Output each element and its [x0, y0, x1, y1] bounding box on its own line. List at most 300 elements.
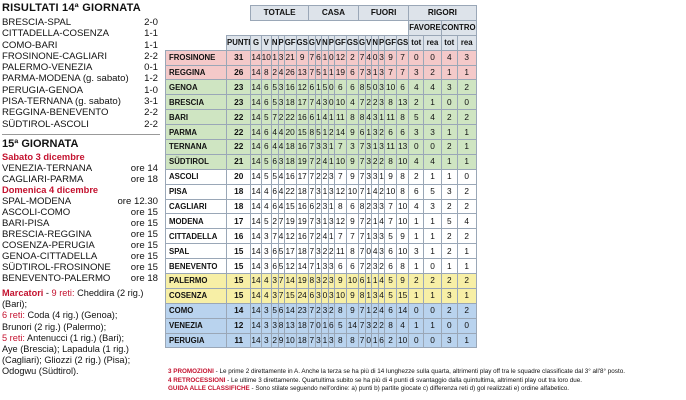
result-score: 1-2 — [144, 73, 158, 85]
stat-cell: 5 — [271, 95, 278, 110]
stat-cell: 1 — [328, 229, 334, 244]
team-name: TERNANA — [166, 140, 227, 155]
stat-cell: 9 — [396, 229, 408, 244]
stat-cell: 1 — [328, 65, 334, 80]
stat-cell: 3 — [378, 50, 384, 65]
stat-cell: 3 — [378, 65, 384, 80]
stat-cell: 3 — [424, 125, 441, 140]
stat-cell: 1 — [424, 169, 441, 184]
stat-cell: 10 — [334, 288, 346, 303]
stat-cell: 7 — [359, 140, 366, 155]
column-header: rea — [424, 35, 441, 50]
stat-cell: 0 — [424, 259, 441, 274]
stat-cell: 1 — [322, 333, 329, 348]
result-teams: REGGINA-BENEVENTO — [2, 107, 109, 119]
stat-cell: 0 — [409, 333, 424, 348]
column-header: tot — [441, 35, 457, 50]
column-header: V — [261, 35, 271, 50]
stat-cell: 4 — [457, 214, 476, 229]
stat-cell: 3 — [366, 154, 372, 169]
stat-cell: 4 — [322, 154, 329, 169]
stat-cell: 18 — [296, 318, 308, 333]
scorers-line: Brunori (2 rig.) (Palermo); — [2, 321, 107, 332]
stat-cell: 7 — [308, 303, 315, 318]
fixture-row — [2, 163, 160, 174]
stat-cell: 3 — [261, 333, 271, 348]
stat-cell: 8 — [334, 199, 346, 214]
stat-cell: 4 — [261, 274, 271, 289]
stat-cell: 7 — [359, 318, 366, 333]
stat-cell: 14 — [251, 140, 261, 155]
stat-cell: 4 — [278, 199, 284, 214]
stat-cell: 14 — [251, 50, 261, 65]
stat-cell: 7 — [359, 259, 366, 274]
stat-cell: 5 — [315, 65, 321, 80]
stat-cell: 2 — [409, 274, 424, 289]
stat-cell: 16 — [284, 169, 296, 184]
stat-cell: 10 — [396, 333, 408, 348]
stat-cell: 3 — [372, 199, 379, 214]
stat-cell: 4 — [378, 274, 384, 289]
fixture-time: ore 15 — [130, 228, 158, 240]
stat-cell: 0 — [424, 50, 441, 65]
results-list — [2, 17, 160, 130]
fixtures-day1 — [2, 163, 160, 185]
column-header: GS — [296, 35, 308, 50]
stat-cell: 14 — [251, 125, 261, 140]
stat-cell: 3 — [315, 214, 321, 229]
column-header: N — [271, 35, 278, 50]
stat-cell: 2 — [424, 65, 441, 80]
table-row — [166, 318, 477, 333]
result-score: 2-2 — [144, 107, 158, 119]
stat-cell: 5 — [271, 303, 278, 318]
stat-cell: 2 — [385, 333, 397, 348]
column-header: P — [278, 35, 284, 50]
stat-cell: 3 — [372, 259, 379, 274]
result-score: 2-2 — [144, 50, 158, 62]
stat-cell: 8 — [278, 318, 284, 333]
stat-cell: 7 — [359, 154, 366, 169]
stat-cell: 3 — [378, 229, 384, 244]
fixture-teams: SÜDTIROL-FROSINONE — [2, 261, 111, 273]
stat-cell: 7 — [359, 303, 366, 318]
stat-cell: 2 — [271, 65, 278, 80]
stat-cell: 1 — [322, 184, 329, 199]
stat-cell: 2 — [278, 110, 284, 125]
stat-cell: 12 — [334, 184, 346, 199]
stat-cell: 6 — [308, 199, 315, 214]
stat-cell: 7 — [334, 229, 346, 244]
stat-cell: 2 — [322, 244, 329, 259]
stat-cell: 1 — [457, 65, 476, 80]
stat-cell: 1 — [424, 244, 441, 259]
stat-cell: 19 — [296, 274, 308, 289]
stat-cell: 6 — [261, 140, 271, 155]
stat-cell: 10 — [396, 244, 408, 259]
stat-cell: 6 — [271, 184, 278, 199]
scorers-line: Aye (Brescia); Lapadula (1 rig.) — [2, 343, 129, 354]
stat-cell: 2 — [378, 318, 384, 333]
stat-cell: 8 — [334, 333, 346, 348]
table-header-row — [166, 20, 477, 35]
stat-cell: 1 — [372, 214, 379, 229]
stat-cell: 4 — [271, 125, 278, 140]
stat-cell: 6 — [261, 95, 271, 110]
stat-cell: 8 — [396, 259, 408, 274]
stat-cell: 14 — [334, 125, 346, 140]
result-row — [2, 40, 160, 51]
result-row — [2, 85, 160, 96]
column-header: N — [322, 35, 329, 50]
stat-cell: 6 — [261, 125, 271, 140]
stat-cell: 2 — [366, 214, 372, 229]
stat-cell: 2 — [378, 125, 384, 140]
header-totale: TOTALE — [251, 6, 308, 21]
table-row — [166, 65, 477, 80]
stat-cell: 1 — [378, 169, 384, 184]
result-row — [2, 17, 160, 28]
stat-cell: 1 — [366, 229, 372, 244]
stat-cell: 3 — [378, 80, 384, 95]
stat-cell: 17 — [296, 169, 308, 184]
result-teams: BRESCIA-SPAL — [2, 17, 72, 28]
stat-cell: 7 — [346, 229, 358, 244]
team-name: BENEVENTO — [166, 259, 227, 274]
stat-cell: 8 — [359, 288, 366, 303]
stat-cell: 4 — [372, 184, 379, 199]
stat-cell: 7 — [308, 95, 315, 110]
stat-cell: 14 — [251, 274, 261, 289]
stat-cell: 10 — [396, 214, 408, 229]
team-points: 15 — [227, 244, 251, 259]
stat-cell: 1 — [424, 95, 441, 110]
stat-cell: 1 — [366, 125, 372, 140]
stat-cell: 14 — [251, 199, 261, 214]
stat-cell: 4 — [424, 80, 441, 95]
scorers-line: Odogwu (Südtirol). — [2, 366, 79, 377]
result-teams: COMO-BARI — [2, 39, 58, 51]
stat-cell: 18 — [284, 154, 296, 169]
stat-cell: 4 — [409, 154, 424, 169]
fixture-time: ore 15 — [130, 217, 158, 229]
stat-cell: 2 — [441, 110, 457, 125]
stat-cell: 14 — [251, 169, 261, 184]
stat-cell: 1 — [441, 259, 457, 274]
stat-cell: 16 — [296, 110, 308, 125]
stat-cell: 0 — [457, 95, 476, 110]
stat-cell: 5 — [271, 169, 278, 184]
stat-cell: 3 — [261, 229, 271, 244]
result-teams: PERUGIA-GENOA — [2, 84, 84, 96]
table-row — [166, 333, 477, 348]
stat-cell: 3 — [378, 244, 384, 259]
stat-cell: 0 — [409, 303, 424, 318]
stat-cell: 2 — [409, 95, 424, 110]
stat-cell: 15 — [396, 288, 408, 303]
stat-cell: 15 — [284, 288, 296, 303]
standings-table — [165, 5, 477, 348]
result-teams: CITTADELLA-COSENZA — [2, 28, 109, 40]
header-fuori: FUORI — [359, 6, 409, 21]
stat-cell: 7 — [359, 229, 366, 244]
stat-cell: 10 — [346, 274, 358, 289]
stat-cell: 2 — [378, 154, 384, 169]
stat-cell: 2 — [457, 274, 476, 289]
stat-cell: 1 — [409, 318, 424, 333]
stat-cell: 18 — [296, 184, 308, 199]
stat-cell: 19 — [284, 214, 296, 229]
stat-cell: 1 — [271, 50, 278, 65]
stat-cell: 8 — [334, 303, 346, 318]
stat-cell: 4 — [378, 214, 384, 229]
stat-cell: 5 — [271, 80, 278, 95]
stat-cell: 6 — [308, 288, 315, 303]
stat-cell: 4 — [366, 110, 372, 125]
team-points: 18 — [227, 199, 251, 214]
stat-cell: 1 — [322, 50, 329, 65]
stat-cell: 3 — [441, 184, 457, 199]
column-header: V — [366, 35, 372, 50]
stat-cell: 6 — [315, 50, 321, 65]
stat-cell: 0 — [315, 318, 321, 333]
stat-cell: 3 — [315, 140, 321, 155]
stat-cell: 3 — [441, 80, 457, 95]
team-points: 22 — [227, 125, 251, 140]
stat-cell: 6 — [359, 125, 366, 140]
stat-cell: 3 — [328, 259, 334, 274]
stat-cell: 3 — [328, 184, 334, 199]
stat-cell: 1 — [328, 110, 334, 125]
stat-cell: 8 — [385, 154, 397, 169]
stat-cell: 6 — [334, 259, 346, 274]
stat-cell: 6 — [271, 259, 278, 274]
stat-cell: 6 — [346, 80, 358, 95]
stat-cell: 2 — [457, 184, 476, 199]
stat-cell: 19 — [334, 65, 346, 80]
stat-cell: 1 — [366, 288, 372, 303]
fixture-row — [2, 229, 160, 240]
stat-cell: 6 — [385, 244, 397, 259]
result-row — [2, 51, 160, 62]
stat-cell: 7 — [308, 184, 315, 199]
team-points: 15 — [227, 288, 251, 303]
team-points: 15 — [227, 259, 251, 274]
stat-cell: 2 — [328, 244, 334, 259]
stat-cell: 7 — [308, 169, 315, 184]
table-row — [166, 229, 477, 244]
fixture-time: ore 18 — [130, 272, 158, 284]
fixture-teams: SPAL-MODENA — [2, 195, 72, 207]
stat-cell: 14 — [251, 214, 261, 229]
column-header: GF — [284, 35, 296, 50]
stat-cell: 1 — [424, 318, 441, 333]
stat-cell: 1 — [315, 110, 321, 125]
team-points: 22 — [227, 110, 251, 125]
table-row — [166, 80, 477, 95]
stat-cell: 6 — [278, 303, 284, 318]
header-casa: CASA — [308, 6, 358, 21]
stat-cell: 3 — [372, 125, 379, 140]
team-name: MODENA — [166, 214, 227, 229]
stat-cell: 5 — [334, 318, 346, 333]
stat-cell: 5 — [424, 184, 441, 199]
stat-cell: 7 — [359, 65, 366, 80]
stat-cell: 3 — [271, 288, 278, 303]
stat-cell: 17 — [284, 244, 296, 259]
stat-cell: 6 — [378, 333, 384, 348]
stat-cell: 3 — [322, 140, 329, 155]
stat-cell: 9 — [296, 50, 308, 65]
team-name: FROSINONE — [166, 50, 227, 65]
stat-cell: 14 — [284, 274, 296, 289]
stat-cell: 9 — [278, 333, 284, 348]
stat-cell: 2 — [457, 229, 476, 244]
fixture-row — [2, 207, 160, 218]
stat-cell: 7 — [385, 65, 397, 80]
stat-cell: 1 — [366, 274, 372, 289]
stat-cell: 6 — [346, 259, 358, 274]
stat-cell: 14 — [251, 95, 261, 110]
stat-cell: 1 — [328, 199, 334, 214]
stat-cell: 1 — [457, 140, 476, 155]
stat-cell: 6 — [308, 110, 315, 125]
stat-cell: 3 — [424, 199, 441, 214]
stat-cell: 8 — [346, 244, 358, 259]
result-score: 1-1 — [144, 28, 158, 40]
stat-cell: 4 — [278, 184, 284, 199]
stat-cell: 7 — [359, 169, 366, 184]
stat-cell: 14 — [251, 154, 261, 169]
stat-cell: 3 — [278, 80, 284, 95]
scorers-goals: 9 reti: — [51, 287, 75, 298]
stat-cell: 1 — [378, 110, 384, 125]
stat-cell: 7 — [308, 244, 315, 259]
stat-cell: 3 — [322, 303, 329, 318]
stat-cell: 6 — [346, 199, 358, 214]
table-row — [166, 244, 477, 259]
results-title: RISULTATI 14ª GIORNATA — [2, 2, 141, 14]
column-header: G — [251, 35, 261, 50]
stat-cell: 7 — [308, 214, 315, 229]
fixture-row — [2, 174, 160, 185]
stat-cell: 7 — [308, 154, 315, 169]
stat-cell: 3 — [409, 244, 424, 259]
result-score: 2-2 — [144, 118, 158, 130]
stat-cell: 3 — [372, 229, 379, 244]
stat-cell: 4 — [409, 80, 424, 95]
stat-cell: 0 — [328, 95, 334, 110]
stat-cell: 8 — [346, 110, 358, 125]
stat-cell: 1 — [372, 65, 379, 80]
stat-cell: 4 — [378, 288, 384, 303]
team-points: 23 — [227, 95, 251, 110]
result-row — [2, 73, 160, 84]
stat-cell: 14 — [251, 333, 261, 348]
stat-cell: 2 — [372, 303, 379, 318]
stat-cell: 7 — [359, 244, 366, 259]
fixture-teams: BENEVENTO-PALERMO — [2, 272, 111, 284]
team-name: PARMA — [166, 125, 227, 140]
table-row — [166, 169, 477, 184]
stat-cell: 23 — [296, 303, 308, 318]
team-points: 26 — [227, 65, 251, 80]
stat-cell: 19 — [296, 154, 308, 169]
stat-cell: 1 — [457, 154, 476, 169]
stat-cell: 1 — [441, 154, 457, 169]
stat-cell: 11 — [334, 110, 346, 125]
stat-cell: 1 — [457, 244, 476, 259]
stat-cell: 1 — [328, 140, 334, 155]
fixture-date: Sabato 3 dicembre — [2, 151, 85, 162]
result-row — [2, 119, 160, 130]
team-points: 17 — [227, 214, 251, 229]
next-round-title: 15ª GIORNATA — [2, 137, 79, 150]
team-points: 14 — [227, 303, 251, 318]
stat-cell: 14 — [396, 303, 408, 318]
stat-cell: 9 — [334, 274, 346, 289]
stat-cell: 14 — [251, 80, 261, 95]
stat-cell: 17 — [296, 95, 308, 110]
stat-cell: 3 — [322, 199, 329, 214]
team-points: 20 — [227, 169, 251, 184]
fixture-time: ore 15 — [130, 239, 158, 251]
stat-cell: 5 — [278, 259, 284, 274]
stat-cell: 10 — [396, 154, 408, 169]
stat-cell: 3 — [278, 50, 284, 65]
stat-cell: 6 — [385, 125, 397, 140]
table-header-row — [166, 6, 477, 21]
stat-cell: 13 — [396, 95, 408, 110]
stat-cell: 9 — [385, 169, 397, 184]
stat-cell: 8 — [261, 65, 271, 80]
stat-cell: 14 — [284, 303, 296, 318]
stat-cell: 2 — [409, 169, 424, 184]
result-row — [2, 107, 160, 118]
stat-cell: 2 — [372, 318, 379, 333]
header-rigori: RIGORI — [409, 6, 476, 21]
stat-cell: 7 — [359, 95, 366, 110]
stat-cell: 1 — [322, 214, 329, 229]
stat-cell: 5 — [315, 125, 321, 140]
stat-cell: 10 — [346, 184, 358, 199]
stat-cell: 1 — [322, 125, 329, 140]
stat-cell: 16 — [284, 80, 296, 95]
stat-cell: 0 — [457, 169, 476, 184]
stat-cell: 2 — [315, 154, 321, 169]
scorers-goals: 5 reti: — [2, 332, 25, 343]
stat-cell: 1 — [457, 125, 476, 140]
fixture-date: Domenica 4 dicembre — [2, 184, 99, 195]
stat-cell: 4 — [261, 184, 271, 199]
top-scorers: Marcatori - 9 reti: Cheddira (2 rig.) (Bari); 6 reti: Coda (4 rig.) (Genoa); Brunori (2 rig.) (Palermo); 5 reti: Antenucci (1 rig.) (Bari); Aye (Brescia); Lapadula (1 rig.) (Cagliari); Gliozzi (2 rig.) (Pisa); Odogwu (Südtirol). — [2, 288, 160, 378]
stat-cell: 0 — [328, 50, 334, 65]
stat-cell: 18 — [284, 95, 296, 110]
team-name: BARI — [166, 110, 227, 125]
stat-cell: 1 — [409, 229, 424, 244]
team-name: PERUGIA — [166, 333, 227, 348]
stat-cell: 5 — [261, 110, 271, 125]
stat-cell: 10 — [334, 154, 346, 169]
fixture-time: ore 15 — [130, 206, 158, 218]
stat-cell: 16 — [296, 140, 308, 155]
stat-cell: 4 — [441, 50, 457, 65]
fixture-time: ore 15 — [130, 250, 158, 262]
result-teams: PARMA-MODENA (g. sabato) — [2, 73, 129, 85]
stat-cell: 2 — [346, 50, 358, 65]
legend-text: - Le ultime 3 direttamente. Quartultima subito se ha più di 4 punti di svantaggio dalla quintultima, altrimenti play out tra loro due. — [225, 376, 583, 384]
stat-cell: 0 — [372, 80, 379, 95]
